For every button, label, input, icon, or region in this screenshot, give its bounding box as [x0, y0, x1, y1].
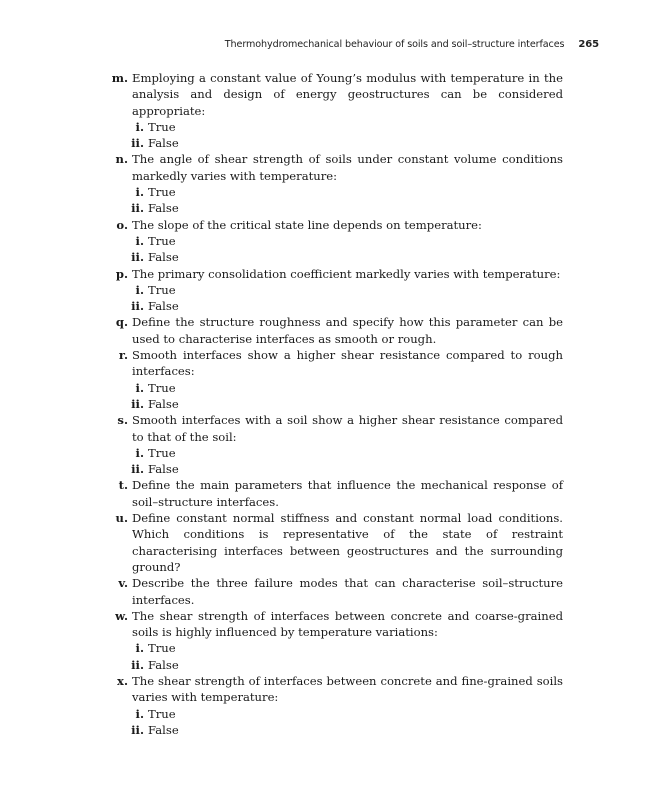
question-item — [103, 151, 563, 184]
option-number: ii. — [131, 299, 144, 314]
option-text: True — [148, 185, 176, 200]
question-text: The shear strength of interfaces between concrete and fine-grained soils varies with temperature: — [132, 673, 563, 705]
question-text: The shear strength of interfaces between concrete and coarse-grained soils is highly influenced by temperature variations: — [132, 608, 563, 640]
option-number: ii. — [131, 136, 144, 151]
option-number: ii. — [131, 396, 144, 411]
question-item — [103, 673, 563, 706]
question-item — [103, 510, 563, 575]
option-number: i. — [135, 282, 144, 297]
question-text: Describe the three failure modes that can characterise soil–structure interfaces. — [132, 576, 563, 607]
question-list — [103, 70, 563, 738]
question-item — [103, 70, 563, 119]
option-text: True — [148, 641, 176, 656]
option-text: True — [148, 380, 176, 395]
question-letter: v. — [118, 576, 128, 591]
option-text: False — [148, 722, 179, 737]
question-letter: m. — [111, 71, 128, 85]
answer-option — [103, 282, 563, 298]
answer-option — [103, 461, 563, 477]
answer-option — [103, 249, 563, 265]
answer-option — [103, 657, 563, 673]
question-letter: x. — [117, 673, 128, 688]
option-number: i. — [135, 119, 144, 134]
question-text: Employing a constant value of Young’s modulus with temperature in the analysis and design of energy geostructures can be considered appropriate: — [132, 71, 563, 118]
answer-option — [103, 119, 563, 135]
option-text: False — [148, 250, 179, 265]
option-number: ii. — [131, 722, 144, 737]
answer-option — [103, 445, 563, 461]
question-text: Define the structure roughness and specify how this parameter can be used to characterise interfaces as smooth or rough. — [132, 315, 563, 346]
question-item — [103, 347, 563, 380]
question-text: The slope of the critical state line depends on temperature: — [132, 217, 482, 232]
option-text: True — [148, 445, 176, 460]
answer-option — [103, 380, 563, 396]
question-letter: p. — [115, 266, 128, 281]
question-item — [103, 477, 563, 510]
answer-option — [103, 184, 563, 200]
option-number: i. — [135, 185, 144, 200]
question-letter: w. — [115, 608, 128, 623]
question-letter: q. — [115, 315, 128, 330]
question-item — [103, 608, 563, 641]
option-number: ii. — [131, 201, 144, 216]
option-text: True — [148, 282, 176, 297]
question-letter: n. — [115, 152, 128, 167]
question-text: Smooth interfaces with a soil show a higher shear resistance compared to that of the soil: — [132, 413, 563, 444]
question-letter: u. — [115, 511, 128, 526]
option-text: False — [148, 657, 179, 672]
question-text: Define the main parameters that influence the mechanical response of soil–structure interfaces. — [132, 478, 563, 509]
answer-option — [103, 298, 563, 314]
option-text: False — [148, 136, 179, 151]
question-item — [103, 575, 563, 608]
option-number: i. — [135, 445, 144, 460]
running-header — [0, 39, 599, 50]
question-text: Smooth interfaces show a higher shear resistance compared to rough interfaces: — [132, 348, 563, 379]
answer-option — [103, 233, 563, 249]
option-text: True — [148, 233, 176, 248]
option-number: i. — [135, 706, 144, 721]
running-header-title: Thermohydromechanical behaviour of soils and soil–structure interfaces — [224, 39, 565, 50]
question-item — [103, 314, 563, 347]
question-item — [103, 217, 563, 233]
question-text: Define constant normal stiffness and constant normal load conditions. Which conditions is representative of the state of restraint characterising interfaces between geostructures and the surrounding ground? — [132, 511, 563, 574]
option-number: i. — [135, 380, 144, 395]
option-text: True — [148, 706, 176, 721]
option-number: ii. — [131, 250, 144, 265]
option-text: False — [148, 396, 179, 411]
option-number: ii. — [131, 462, 144, 477]
question-letter: s. — [117, 413, 128, 428]
question-item — [103, 412, 563, 445]
answer-option — [103, 722, 563, 738]
answer-option — [103, 396, 563, 412]
question-letter: r. — [118, 348, 128, 363]
answer-option — [103, 640, 563, 656]
option-number: ii. — [131, 657, 144, 672]
question-item — [103, 266, 563, 282]
option-text: False — [148, 299, 179, 314]
option-text: False — [148, 462, 179, 477]
question-letter: o. — [116, 217, 128, 232]
question-text: The primary consolidation coefficient markedly varies with temperature: — [132, 266, 561, 281]
option-number: i. — [135, 641, 144, 656]
question-text: The angle of shear strength of soils under constant volume conditions markedly varies with temperature: — [132, 152, 563, 183]
question-letter: t. — [118, 478, 128, 493]
answer-option — [103, 706, 563, 722]
option-text: True — [148, 119, 176, 134]
answer-option — [103, 200, 563, 216]
page-number: 265 — [578, 39, 599, 50]
option-number: i. — [135, 233, 144, 248]
answer-option — [103, 135, 563, 151]
option-text: False — [148, 201, 179, 216]
